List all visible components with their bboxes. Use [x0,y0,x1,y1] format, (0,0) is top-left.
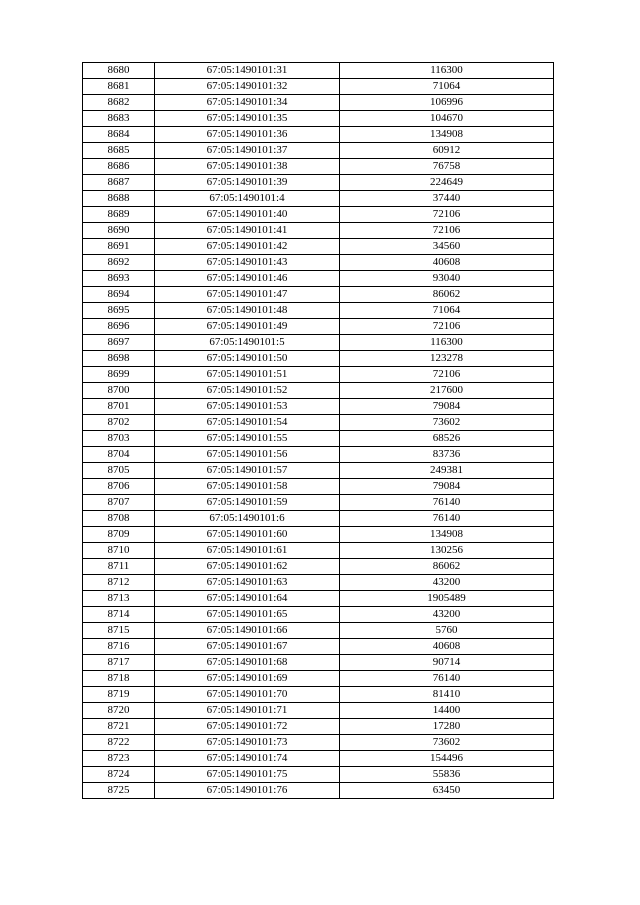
table-row [83,143,554,159]
table-row [83,447,554,463]
value-cell: 5760 [340,623,554,639]
row-number-cell: 8697 [83,335,155,351]
table-row [83,383,554,399]
table-row [83,415,554,431]
table-row [83,543,554,559]
row-number-cell: 8687 [83,175,155,191]
row-number-cell: 8714 [83,607,155,623]
cadastral-number-cell: 67:05:1490101:50 [155,351,340,367]
value-cell: 73602 [340,415,554,431]
cadastral-number-cell: 67:05:1490101:32 [155,79,340,95]
row-number-cell: 8684 [83,127,155,143]
table-row [83,335,554,351]
data-table [82,62,554,799]
value-cell: 17280 [340,719,554,735]
value-cell: 60912 [340,143,554,159]
value-cell: 72106 [340,223,554,239]
cadastral-number-cell: 67:05:1490101:39 [155,175,340,191]
cadastral-number-cell: 67:05:1490101:72 [155,719,340,735]
row-number-cell: 8712 [83,575,155,591]
table-row [83,767,554,783]
cadastral-number-cell: 67:05:1490101:73 [155,735,340,751]
row-number-cell: 8724 [83,767,155,783]
value-cell: 154496 [340,751,554,767]
row-number-cell: 8713 [83,591,155,607]
value-cell: 86062 [340,287,554,303]
cadastral-number-cell: 67:05:1490101:48 [155,303,340,319]
row-number-cell: 8701 [83,399,155,415]
table-row [83,431,554,447]
table-row [83,271,554,287]
row-number-cell: 8696 [83,319,155,335]
row-number-cell: 8709 [83,527,155,543]
value-cell: 134908 [340,127,554,143]
row-number-cell: 8706 [83,479,155,495]
cadastral-number-cell: 67:05:1490101:40 [155,207,340,223]
value-cell: 217600 [340,383,554,399]
cadastral-number-cell: 67:05:1490101:68 [155,655,340,671]
table-row [83,399,554,415]
value-cell: 72106 [340,207,554,223]
row-number-cell: 8694 [83,287,155,303]
cadastral-number-cell: 67:05:1490101:75 [155,767,340,783]
table-row [83,591,554,607]
value-cell: 79084 [340,399,554,415]
row-number-cell: 8722 [83,735,155,751]
value-cell: 68526 [340,431,554,447]
row-number-cell: 8710 [83,543,155,559]
cadastral-number-cell: 67:05:1490101:52 [155,383,340,399]
cadastral-number-cell: 67:05:1490101:60 [155,527,340,543]
row-number-cell: 8703 [83,431,155,447]
table-row [83,511,554,527]
row-number-cell: 8681 [83,79,155,95]
value-cell: 81410 [340,687,554,703]
table-row [83,175,554,191]
value-cell: 76140 [340,495,554,511]
cadastral-number-cell: 67:05:1490101:67 [155,639,340,655]
cadastral-number-cell: 67:05:1490101:31 [155,63,340,79]
value-cell: 72106 [340,319,554,335]
table-row [83,655,554,671]
value-cell: 249381 [340,463,554,479]
row-number-cell: 8688 [83,191,155,207]
value-cell: 1905489 [340,591,554,607]
value-cell: 134908 [340,527,554,543]
row-number-cell: 8708 [83,511,155,527]
cadastral-number-cell: 67:05:1490101:37 [155,143,340,159]
value-cell: 93040 [340,271,554,287]
cadastral-number-cell: 67:05:1490101:70 [155,687,340,703]
value-cell: 43200 [340,607,554,623]
table-row [83,463,554,479]
cadastral-number-cell: 67:05:1490101:36 [155,127,340,143]
cadastral-number-cell: 67:05:1490101:56 [155,447,340,463]
cadastral-number-cell: 67:05:1490101:66 [155,623,340,639]
row-number-cell: 8693 [83,271,155,287]
table-row [83,223,554,239]
table-row [83,63,554,79]
table-row [83,111,554,127]
table-row [83,479,554,495]
row-number-cell: 8699 [83,367,155,383]
row-number-cell: 8725 [83,783,155,799]
value-cell: 76758 [340,159,554,175]
table-row [83,239,554,255]
table-row [83,319,554,335]
cadastral-number-cell: 67:05:1490101:4 [155,191,340,207]
value-cell: 14400 [340,703,554,719]
row-number-cell: 8715 [83,623,155,639]
row-number-cell: 8692 [83,255,155,271]
cadastral-number-cell: 67:05:1490101:65 [155,607,340,623]
cadastral-number-cell: 67:05:1490101:41 [155,223,340,239]
table-row [83,79,554,95]
value-cell: 71064 [340,303,554,319]
value-cell: 55836 [340,767,554,783]
table-row [83,303,554,319]
row-number-cell: 8691 [83,239,155,255]
row-number-cell: 8718 [83,671,155,687]
cadastral-number-cell: 67:05:1490101:69 [155,671,340,687]
value-cell: 63450 [340,783,554,799]
value-cell: 76140 [340,671,554,687]
value-cell: 34560 [340,239,554,255]
cadastral-number-cell: 67:05:1490101:54 [155,415,340,431]
cadastral-number-cell: 67:05:1490101:74 [155,751,340,767]
cadastral-number-cell: 67:05:1490101:57 [155,463,340,479]
value-cell: 116300 [340,63,554,79]
table-row [83,95,554,111]
table-row [83,159,554,175]
row-number-cell: 8683 [83,111,155,127]
table-row [83,623,554,639]
value-cell: 116300 [340,335,554,351]
row-number-cell: 8695 [83,303,155,319]
value-cell: 123278 [340,351,554,367]
table-row [83,719,554,735]
row-number-cell: 8717 [83,655,155,671]
table-row [83,559,554,575]
table-row [83,287,554,303]
table-row [83,751,554,767]
row-number-cell: 8686 [83,159,155,175]
cadastral-number-cell: 67:05:1490101:43 [155,255,340,271]
value-cell: 79084 [340,479,554,495]
table-row [83,527,554,543]
cadastral-number-cell: 67:05:1490101:35 [155,111,340,127]
cadastral-number-cell: 67:05:1490101:34 [155,95,340,111]
table-row [83,191,554,207]
cadastral-number-cell: 67:05:1490101:38 [155,159,340,175]
cadastral-number-cell: 67:05:1490101:55 [155,431,340,447]
row-number-cell: 8716 [83,639,155,655]
table-row [83,367,554,383]
value-cell: 71064 [340,79,554,95]
value-cell: 104670 [340,111,554,127]
cadastral-number-cell: 67:05:1490101:76 [155,783,340,799]
table-row [83,255,554,271]
row-number-cell: 8698 [83,351,155,367]
table-row [83,607,554,623]
value-cell: 43200 [340,575,554,591]
cadastral-number-cell: 67:05:1490101:47 [155,287,340,303]
cadastral-number-cell: 67:05:1490101:5 [155,335,340,351]
value-cell: 86062 [340,559,554,575]
cadastral-number-cell: 67:05:1490101:61 [155,543,340,559]
cadastral-number-cell: 67:05:1490101:6 [155,511,340,527]
row-number-cell: 8723 [83,751,155,767]
table-row [83,575,554,591]
value-cell: 40608 [340,255,554,271]
row-number-cell: 8690 [83,223,155,239]
cadastral-number-cell: 67:05:1490101:51 [155,367,340,383]
row-number-cell: 8702 [83,415,155,431]
row-number-cell: 8707 [83,495,155,511]
table-row [83,495,554,511]
value-cell: 72106 [340,367,554,383]
value-cell: 90714 [340,655,554,671]
cadastral-number-cell: 67:05:1490101:42 [155,239,340,255]
value-cell: 40608 [340,639,554,655]
row-number-cell: 8700 [83,383,155,399]
table-row [83,127,554,143]
value-cell: 83736 [340,447,554,463]
table-row [83,735,554,751]
cadastral-number-cell: 67:05:1490101:49 [155,319,340,335]
row-number-cell: 8689 [83,207,155,223]
value-cell: 130256 [340,543,554,559]
row-number-cell: 8721 [83,719,155,735]
cadastral-number-cell: 67:05:1490101:63 [155,575,340,591]
table-body [83,63,554,799]
row-number-cell: 8704 [83,447,155,463]
value-cell: 76140 [340,511,554,527]
row-number-cell: 8682 [83,95,155,111]
value-cell: 37440 [340,191,554,207]
value-cell: 224649 [340,175,554,191]
row-number-cell: 8685 [83,143,155,159]
table-row [83,351,554,367]
row-number-cell: 8719 [83,687,155,703]
row-number-cell: 8680 [83,63,155,79]
row-number-cell: 8720 [83,703,155,719]
table-row [83,783,554,799]
table-row [83,639,554,655]
table-row [83,207,554,223]
value-cell: 73602 [340,735,554,751]
value-cell: 106996 [340,95,554,111]
row-number-cell: 8705 [83,463,155,479]
cadastral-number-cell: 67:05:1490101:64 [155,591,340,607]
table-row [83,703,554,719]
cadastral-number-cell: 67:05:1490101:58 [155,479,340,495]
cadastral-number-cell: 67:05:1490101:59 [155,495,340,511]
row-number-cell: 8711 [83,559,155,575]
cadastral-number-cell: 67:05:1490101:46 [155,271,340,287]
cadastral-number-cell: 67:05:1490101:62 [155,559,340,575]
cadastral-number-cell: 67:05:1490101:71 [155,703,340,719]
table-row [83,687,554,703]
cadastral-number-cell: 67:05:1490101:53 [155,399,340,415]
table-row [83,671,554,687]
